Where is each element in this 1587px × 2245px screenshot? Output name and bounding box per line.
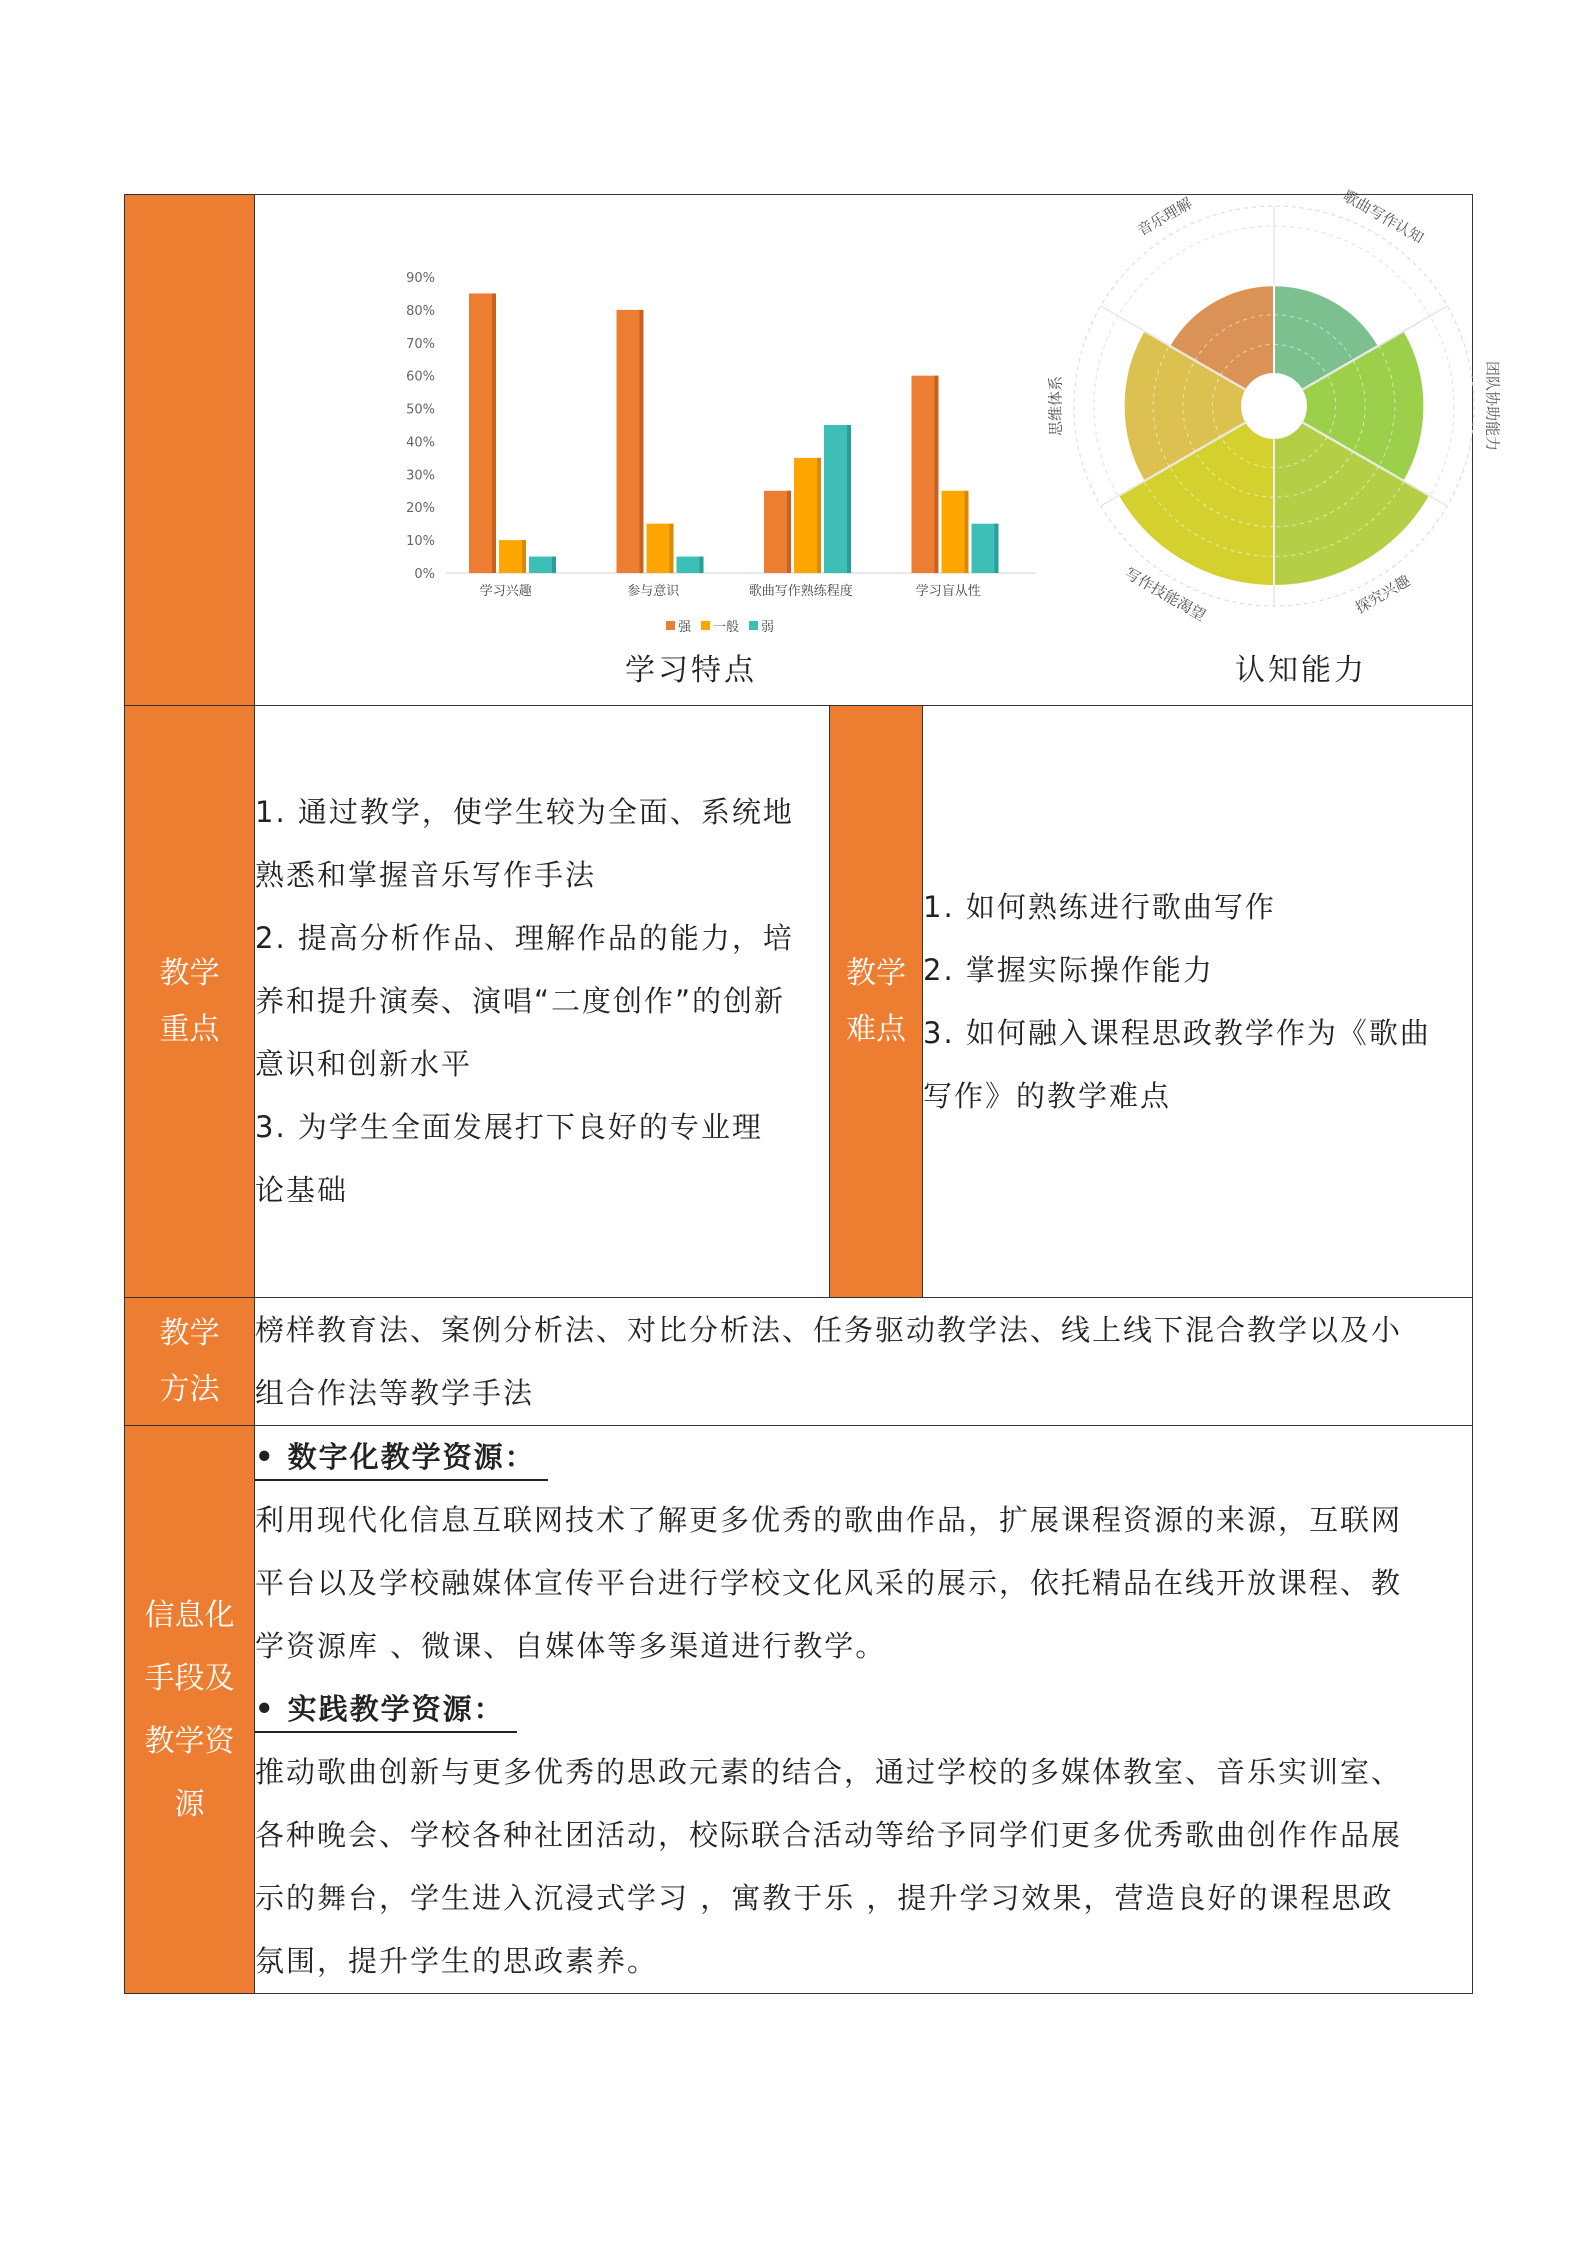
radar-axis-label: 探究兴趣: [1352, 571, 1414, 618]
y-tick-label: 40%: [406, 435, 435, 451]
method-header-line: 教学: [159, 1315, 220, 1351]
resources-header-line: 信息化: [144, 1597, 235, 1633]
y-tick-label: 0%: [414, 567, 435, 582]
bar-medium: [499, 540, 526, 573]
bar-chart: [255, 195, 981, 635]
bar-shade: [817, 458, 821, 573]
y-tick-label: 60%: [406, 369, 435, 385]
focus-header-line: 教学: [159, 955, 220, 991]
focus-line: 意识和创新水平: [255, 1047, 473, 1081]
difficulty-header-line: 难点: [846, 1011, 906, 1047]
difficulty-header-line: 教学: [846, 955, 906, 991]
bar-shade: [522, 540, 526, 573]
difficulty-line: 1. 如何熟练进行歌曲写作: [923, 889, 1276, 924]
bar-weak: [824, 425, 851, 573]
focus-row: [125, 706, 1473, 1298]
legend-label: 一般: [713, 620, 740, 635]
radar-axis-label: 思维体系: [1046, 375, 1065, 437]
radar-axis-label: 歌曲写作认知: [1339, 186, 1427, 248]
y-tick-label: 20%: [406, 501, 435, 517]
difficulty-content: [923, 706, 1473, 1298]
resources-content: [255, 1426, 1473, 1994]
bar-strong: [617, 310, 644, 573]
focus-line: 3. 为学生全面发展打下良好的专业理: [255, 1110, 763, 1144]
x-tick-label: 歌曲写作熟练程度: [748, 584, 853, 599]
x-tick-label: 学习兴趣: [479, 584, 532, 599]
bar-strong: [469, 293, 496, 573]
difficulty-line: 3. 如何融入课程思政教学作为《歌曲: [923, 1015, 1431, 1050]
focus-line: 养和提升演奏、演唱“二度创作”的创新: [255, 984, 786, 1018]
bar-chart-caption: 学习特点: [625, 653, 757, 688]
digital-line: 学资源库 、微课、自媒体等多渠道进行教学。: [255, 1629, 887, 1663]
bar-weak: [529, 557, 556, 573]
radar-center: [1242, 374, 1306, 438]
focus-header-line: 重点: [159, 1011, 220, 1047]
legend-swatch: [666, 621, 675, 630]
charts-row: [125, 195, 1473, 706]
method-line: 榜样教育法、案例分析法、对比分析法、任务驱动教学法、线上线下混合教学以及小: [255, 1312, 1403, 1347]
radar-axis-label: 团队协助能力: [1483, 360, 1502, 452]
resources-header-line: 手段及: [144, 1660, 235, 1696]
y-tick-label: 10%: [406, 534, 435, 550]
bar-shade: [670, 524, 674, 573]
method-content: [255, 1298, 1473, 1426]
bar-shade: [847, 425, 851, 573]
legend-label: 弱: [761, 620, 775, 635]
radar-chart-caption: 认知能力: [1235, 653, 1367, 688]
radar-axis-label: 写作技能渴望: [1121, 564, 1209, 625]
difficulty-line: 写作》的教学难点: [923, 1078, 1172, 1113]
resources-header-line: 教学资: [144, 1723, 235, 1759]
bar-medium: [794, 458, 821, 573]
resources-header: [125, 1426, 255, 1994]
practice-line: 示的舞台，学生进入沉浸式学习 ，寓教于乐 ，提升学习效果，营造良好的课程思政: [255, 1881, 1394, 1915]
practice-line: 推动歌曲创新与更多优秀的思政元素的结合，通过学校的多媒体教室、音乐实训室、: [255, 1755, 1403, 1789]
resources-header-line: 源: [174, 1786, 205, 1822]
focus-header: [125, 706, 255, 1298]
radar-chart: [915, 186, 1502, 635]
bar-strong: [764, 491, 791, 573]
method-header: [125, 1298, 255, 1426]
bar-shade: [787, 491, 791, 573]
method-line: 组合作法等教学手法: [255, 1375, 535, 1410]
method-row: [125, 1298, 1473, 1426]
digital-resources-title: • 数字化教学资源：: [255, 1435, 548, 1481]
difficulty-header: [830, 706, 923, 1298]
x-tick-label: 学习盲从性: [915, 584, 981, 599]
bar-shade: [552, 557, 556, 573]
practice-line: 各种晚会、学校各种社团活动，校际联合活动等给予同学们更多优秀歌曲创作作品展: [255, 1818, 1403, 1852]
focus-line: 论基础: [255, 1173, 349, 1207]
radar-axis-label: 音乐理解: [1134, 193, 1196, 240]
bar-shade: [492, 293, 496, 573]
y-tick-label: 50%: [406, 402, 435, 418]
difficulty-line: 2. 掌握实际操作能力: [923, 952, 1214, 987]
practice-line: 氛围，提升学生的思政素养。: [255, 1944, 659, 1978]
bar-weak: [677, 557, 704, 573]
lesson-plan-table: [124, 186, 1502, 1994]
digital-line: 平台以及学校融媒体宣传平台进行学校文化风采的展示，依托精品在线开放课程、教: [255, 1566, 1403, 1600]
digital-line: 利用现代化信息互联网技术了解更多优秀的歌曲作品，扩展课程资源的来源，互联网: [255, 1503, 1403, 1537]
focus-line: 1. 通过教学，使学生较为全面、系统地: [255, 795, 794, 829]
bar-shade: [700, 557, 704, 573]
resources-row: [125, 1426, 1473, 1994]
y-tick-label: 80%: [406, 303, 435, 319]
charts-row-header: [125, 195, 255, 706]
focus-line: 2. 提高分析作品、理解作品的能力，培: [255, 921, 794, 955]
legend-label: 强: [678, 620, 692, 635]
legend-swatch: [749, 621, 758, 630]
focus-content: [255, 706, 830, 1298]
focus-line: 熟悉和掌握音乐写作手法: [255, 858, 597, 892]
bar-medium: [647, 524, 674, 573]
bar-shade: [640, 310, 644, 573]
method-header-line: 方法: [159, 1371, 220, 1407]
practice-resources-title: • 实践教学资源：: [255, 1687, 517, 1733]
charts-cell: [255, 186, 1502, 706]
legend-swatch: [701, 621, 710, 630]
y-tick-label: 90%: [406, 271, 435, 286]
y-tick-label: 30%: [406, 468, 435, 484]
y-tick-label: 70%: [406, 336, 435, 352]
x-tick-label: 参与意识: [627, 584, 680, 599]
